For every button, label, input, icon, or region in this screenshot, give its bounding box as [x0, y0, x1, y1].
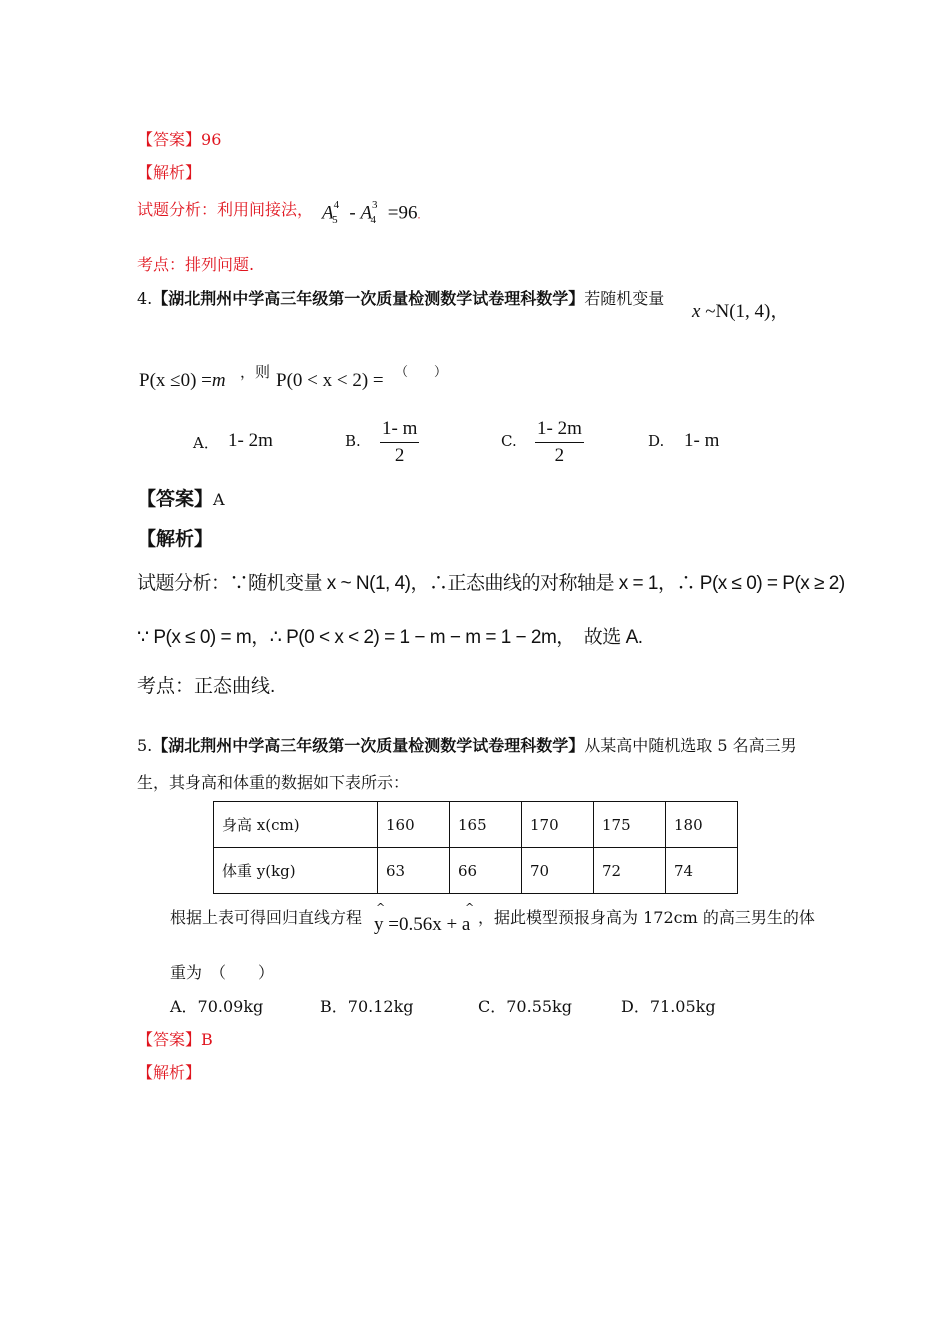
q4-number: 4.	[137, 289, 153, 308]
table-cell: 72	[594, 848, 666, 894]
q4-analysis-line1: 试题分析：∵随机变量 x ~ N(1, 4)，∴正态曲线的对称轴是 x = 1，∴ P(x ≤ 0) = P(x ≥ 2)	[137, 573, 845, 594]
q4-option-c-label: C.	[501, 432, 517, 450]
table-cell: 180	[666, 802, 738, 848]
q4-option-b-label: B.	[345, 432, 361, 450]
q4-source: 【湖北荆州中学高三年级第一次质量检测数学试卷理科数学】	[152, 289, 585, 308]
table-cell: 160	[378, 802, 450, 848]
q5-answer-label: 【答案】	[137, 1030, 202, 1049]
q5-source: 【湖北荆州中学高三年级第一次质量检测数学试卷理科数学】	[152, 736, 585, 755]
q4-answer-label: 【答案】	[137, 488, 214, 510]
table-cell: 74	[666, 848, 738, 894]
table-cell: 165	[450, 802, 522, 848]
q3-kaodian: 考点：排列问题.	[137, 255, 255, 274]
q4-analysis-label: 【解析】	[137, 528, 214, 550]
table-cell: 170	[522, 802, 594, 848]
q4-answer-value: A	[213, 490, 225, 509]
q5-answer	[137, 1027, 213, 1050]
q4-stem-text: 若随机变量	[584, 289, 665, 308]
q4-then: ，则	[240, 363, 271, 381]
q4-distribution: x ~N(1, 4)，	[692, 301, 790, 322]
q4-analysis-line2: ∵ P(x ≤ 0) = m，∴ P(0 < x < 2) = 1 − m − m = 1 − 2m， 故选 A.	[137, 627, 643, 648]
q3-answer-value: 96	[201, 130, 222, 149]
q5-stem1: 从某高中随机选取 5 名高三男	[584, 736, 797, 755]
table-cell: 70	[522, 848, 594, 894]
q4-stem	[137, 286, 664, 309]
table-cell: 63	[378, 848, 450, 894]
q4-option-d-value: 1- m	[684, 430, 720, 451]
q4-option-a-label: A．	[193, 434, 219, 452]
q3-analysis-label: 【解析】	[137, 163, 202, 182]
q3-answer	[137, 127, 221, 150]
q4-kaodian: 考点：正态曲线.	[137, 676, 276, 697]
table-row	[214, 848, 738, 894]
q4-option-a-value: 1- 2m	[228, 430, 273, 451]
q3-analysis-text: 试题分析：利用间接法，	[137, 200, 314, 219]
q4-option-d-label: D.	[648, 432, 665, 450]
data-table	[213, 801, 738, 894]
q5-text-after: ，据此模型预报身高为 172cm 的高三男生的体	[478, 908, 815, 927]
q4-paren: （ ）	[395, 365, 448, 380]
q5-text-before: 根据上表可得回归直线方程	[170, 908, 363, 927]
q5-stem-line2: 生，其身高和体重的数据如下表所示：	[137, 773, 410, 792]
q5-option-a: A．70.09kg	[170, 997, 264, 1016]
q5-analysis-label: 【解析】	[137, 1063, 202, 1082]
table-row	[214, 802, 738, 848]
table-cell: 体重 y(kg)	[214, 848, 378, 894]
q5-answer-value: B	[201, 1030, 213, 1049]
q5-equation: y =0.56x + a	[374, 914, 471, 935]
q5-text-line2: 重为 （ ）	[170, 963, 275, 982]
q5-stem-line1	[137, 733, 797, 756]
q5-hat-y: ^	[376, 901, 386, 914]
q5-hat-a: ^	[465, 901, 475, 914]
q5-option-b: B．70.12kg	[320, 997, 414, 1016]
table-cell: 身高 x(cm)	[214, 802, 378, 848]
q4-ask: P(0 < x < 2) =	[276, 370, 384, 391]
q3-formula: $A^4_5 - A^3_4 =96$.	[322, 199, 421, 227]
q3-answer-label: 【答案】	[137, 130, 202, 149]
q4-option-b-value: $\frac{1- m}{2}$	[382, 418, 418, 466]
q4-option-c-value: $\frac{1- 2m}{2}$	[537, 418, 582, 466]
table-cell: 175	[594, 802, 666, 848]
q4-condition: P(x ≤0) =m	[139, 370, 226, 391]
table-cell: 66	[450, 848, 522, 894]
q5-number: 5.	[137, 736, 153, 755]
q4-answer	[137, 484, 225, 511]
q5-option-d: D．71.05kg	[621, 997, 716, 1016]
q5-option-c: C．70.55kg	[478, 997, 572, 1016]
